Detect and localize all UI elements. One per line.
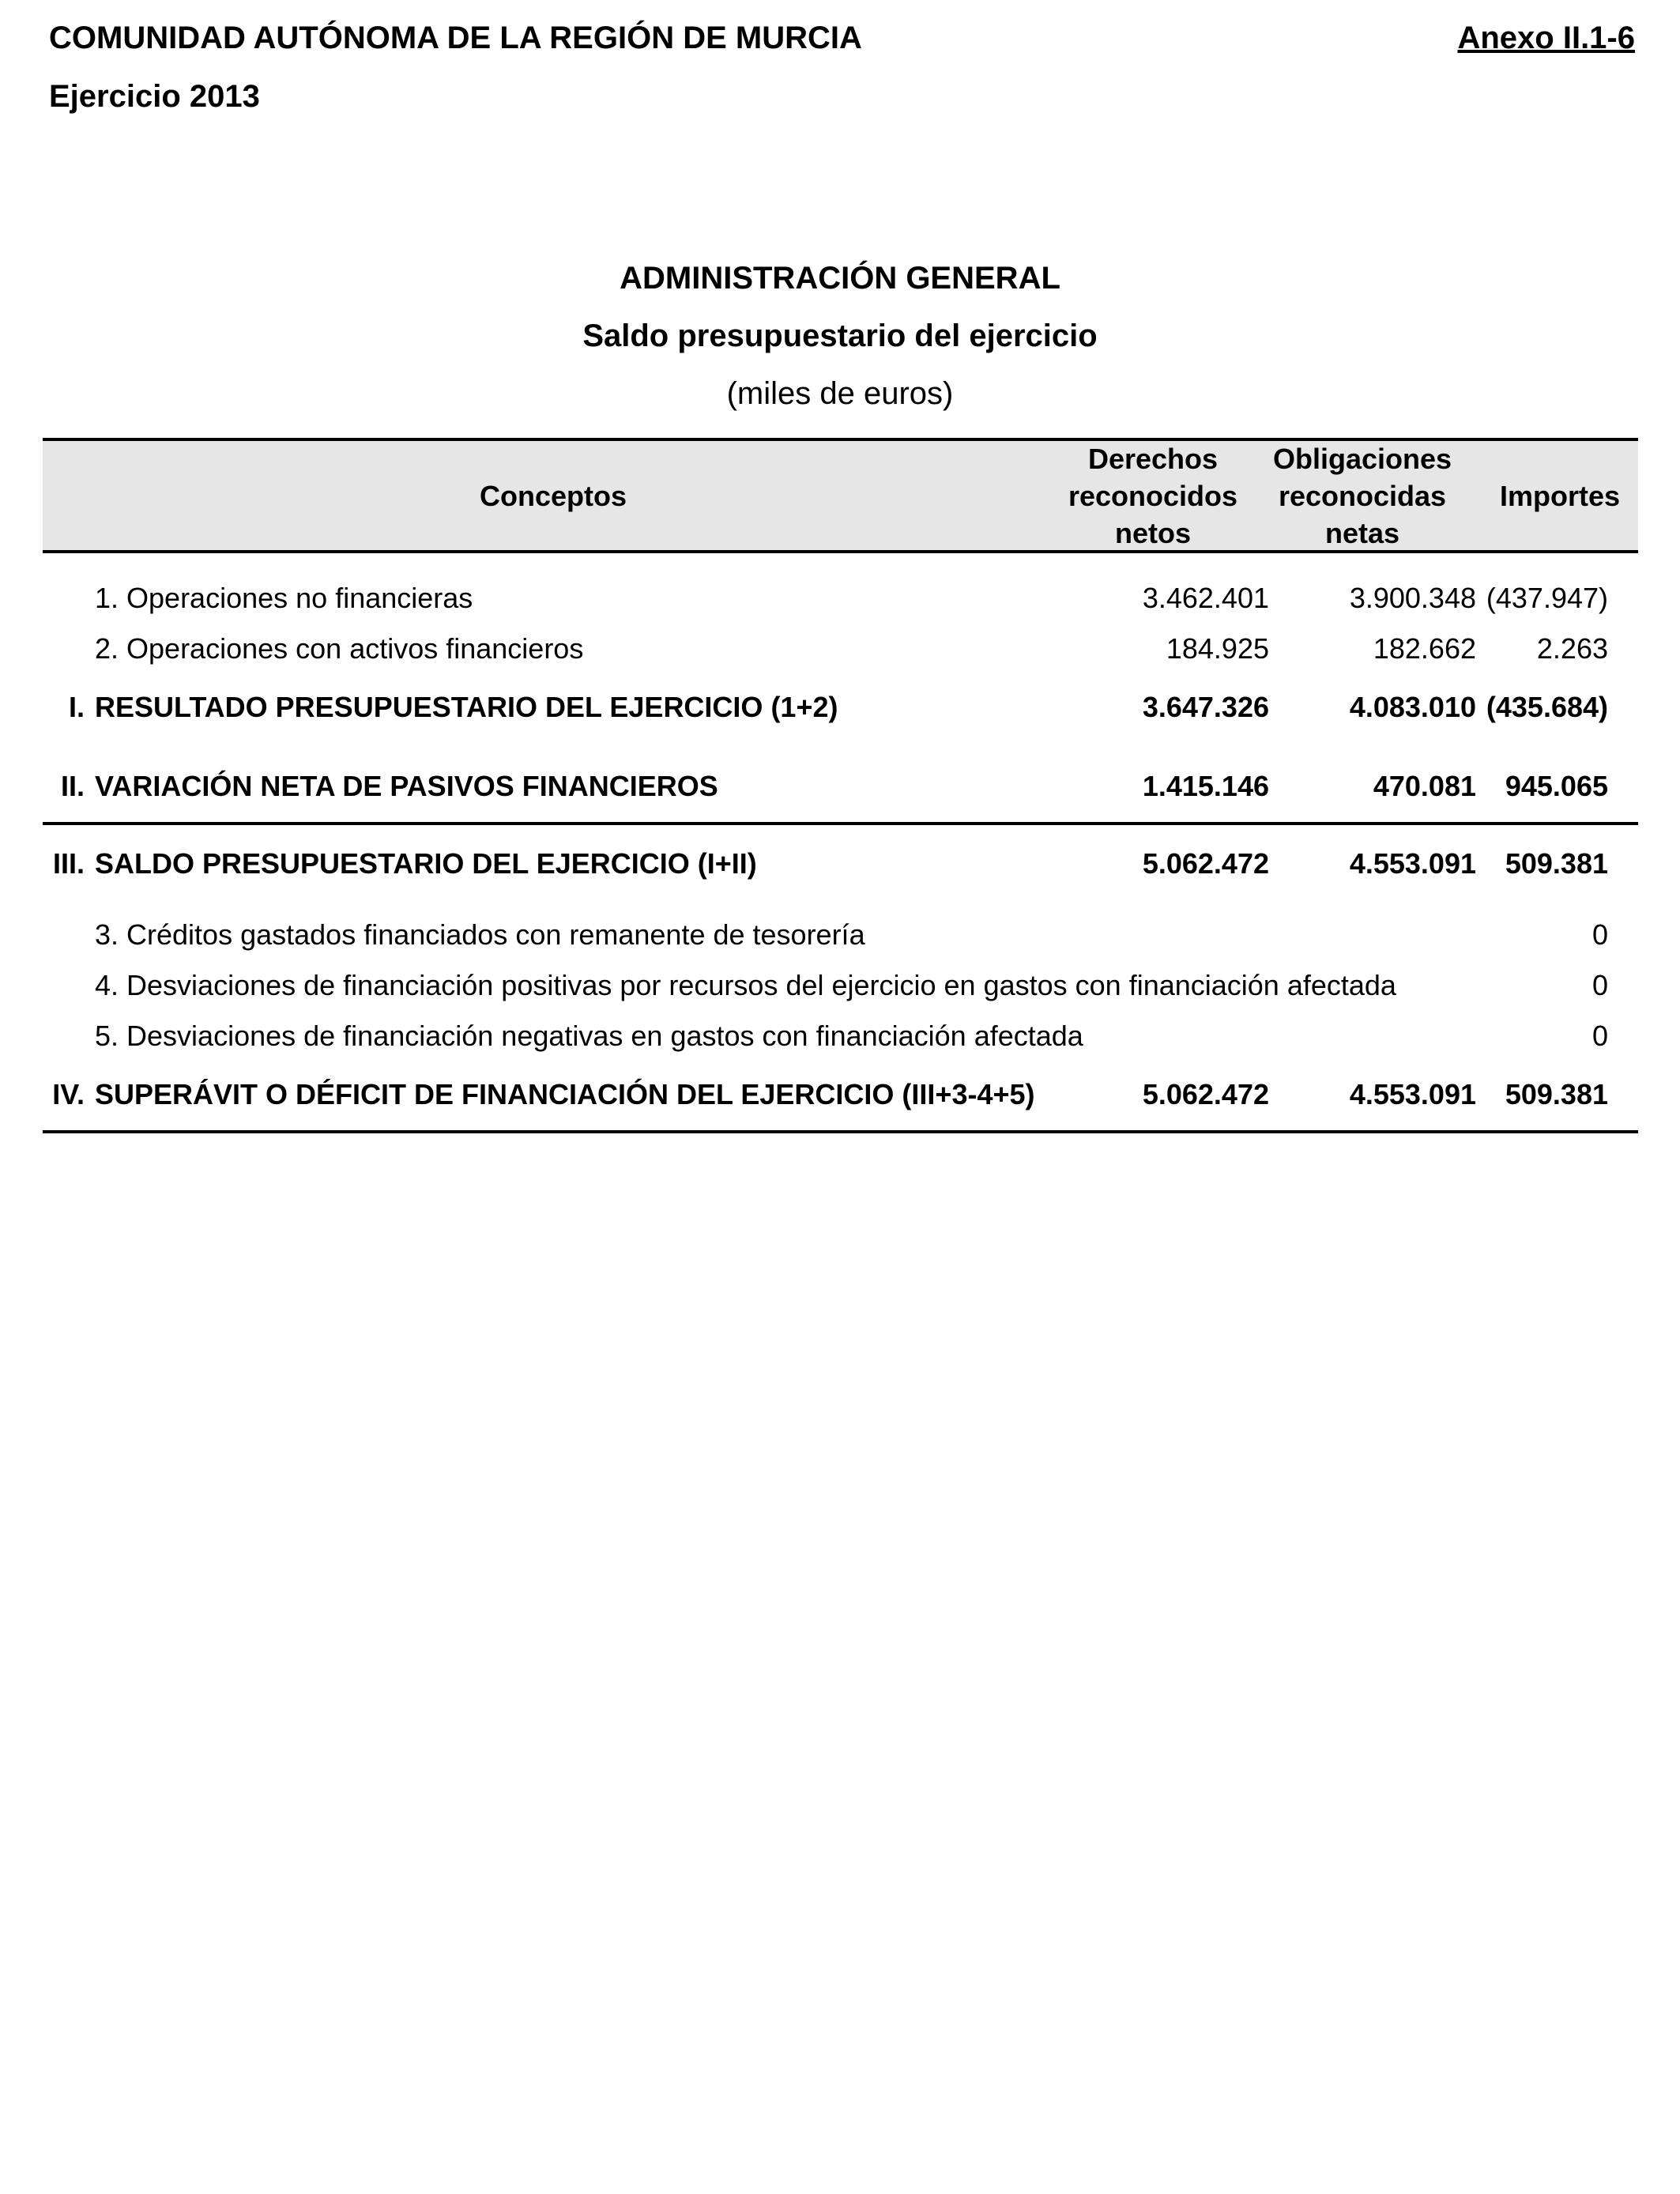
organization-name: COMUNIDAD AUTÓNOMA DE LA REGIÓN DE MURCIA <box>49 21 862 55</box>
table-row <box>43 579 1638 618</box>
row-obligaciones: 470.081 <box>1373 770 1476 802</box>
table-row <box>43 1016 1638 1056</box>
row-obligaciones: 4.553.091 <box>1349 1078 1476 1110</box>
header-obligaciones-line2: reconocidas <box>1278 479 1447 512</box>
row-roman: II. <box>60 770 85 802</box>
row-obligaciones: 4.553.091 <box>1349 847 1476 880</box>
row-derechos: 3.462.401 <box>1142 582 1269 614</box>
row-derechos: 184.925 <box>1166 632 1269 665</box>
budget-table <box>43 438 1638 1110</box>
row-label: SALDO PRESUPUESTARIO DEL EJERCICIO (I+II) <box>95 847 757 880</box>
page-subtitle: Saldo presupuestario del ejercicio <box>582 319 1098 353</box>
table-row-total <box>43 767 1638 806</box>
document-header <box>49 17 862 117</box>
row-importe: 0 <box>1591 918 1608 951</box>
row-label: 2. Operaciones con activos financieros <box>95 632 584 665</box>
row-obligaciones: 4.083.010 <box>1349 691 1476 723</box>
row-derechos: 5.062.472 <box>1142 1078 1269 1110</box>
header-concepts: Conceptos <box>479 479 627 512</box>
table-row <box>43 629 1638 669</box>
row-roman: IV. <box>52 1078 85 1110</box>
row-importe: 2.263 <box>1536 632 1608 665</box>
row-importe: 0 <box>1591 969 1608 1001</box>
row-label: 1. Operaciones no financieras <box>95 582 473 614</box>
row-label: 5. Desviaciones de financiación negativas en gastos con financiación afectada <box>95 1020 1083 1052</box>
row-label: 4. Desviaciones de financiación positivas por recursos del ejercicio en gastos con financiación afectada <box>95 969 1396 1001</box>
row-importe: 509.381 <box>1505 1078 1608 1110</box>
row-derechos: 5.062.472 <box>1142 847 1269 880</box>
table-header <box>43 438 1638 553</box>
units-note: (miles de euros) <box>726 376 954 411</box>
row-importe: (437.947) <box>1486 582 1608 614</box>
header-obligaciones <box>1260 441 1465 550</box>
table-bottom-rule <box>43 1130 1638 1133</box>
header-derechos <box>1062 441 1244 550</box>
row-obligaciones: 3.900.348 <box>1349 582 1476 614</box>
header-importes: Importes <box>1499 479 1621 512</box>
row-derechos: 1.415.146 <box>1142 770 1269 802</box>
title-block <box>0 254 1680 417</box>
table-row <box>43 966 1638 1005</box>
row-obligaciones: 182.662 <box>1373 632 1476 665</box>
row-label: 3. Créditos gastados financiados con remanente de tesorería <box>95 918 865 951</box>
annex-label: Anexo II.1-6 <box>1457 21 1635 55</box>
row-label: SUPERÁVIT O DÉFICIT DE FINANCIACIÓN DEL EJERCICIO (III+3-4+5) <box>95 1078 1035 1110</box>
row-roman: III. <box>52 847 85 880</box>
row-roman: I. <box>68 691 85 723</box>
table-row <box>43 915 1638 955</box>
row-label: RESULTADO PRESUPUESTARIO DEL EJERCICIO (1+2) <box>95 691 838 723</box>
section-divider <box>43 822 1638 825</box>
row-importe: 945.065 <box>1505 770 1608 802</box>
row-importe: (435.684) <box>1486 691 1608 723</box>
page-title: ADMINISTRACIÓN GENERAL <box>620 261 1060 296</box>
row-derechos: 3.647.326 <box>1142 691 1269 723</box>
table-row-total <box>43 844 1638 884</box>
exercise-year: Ejercicio 2013 <box>49 79 260 114</box>
row-importe: 509.381 <box>1505 847 1608 880</box>
header-derechos-line2: reconocidos <box>1068 479 1238 512</box>
row-label: VARIACIÓN NETA DE PASIVOS FINANCIEROS <box>95 770 718 802</box>
header-derechos-line3: netos <box>1114 516 1191 549</box>
header-derechos-line1: Derechos <box>1087 442 1219 475</box>
table-row-total <box>43 1075 1638 1114</box>
table-row-total <box>43 688 1638 727</box>
row-importe: 0 <box>1591 1020 1608 1052</box>
header-obligaciones-line1: Obligaciones <box>1272 442 1452 475</box>
header-obligaciones-line3: netas <box>1324 516 1400 549</box>
